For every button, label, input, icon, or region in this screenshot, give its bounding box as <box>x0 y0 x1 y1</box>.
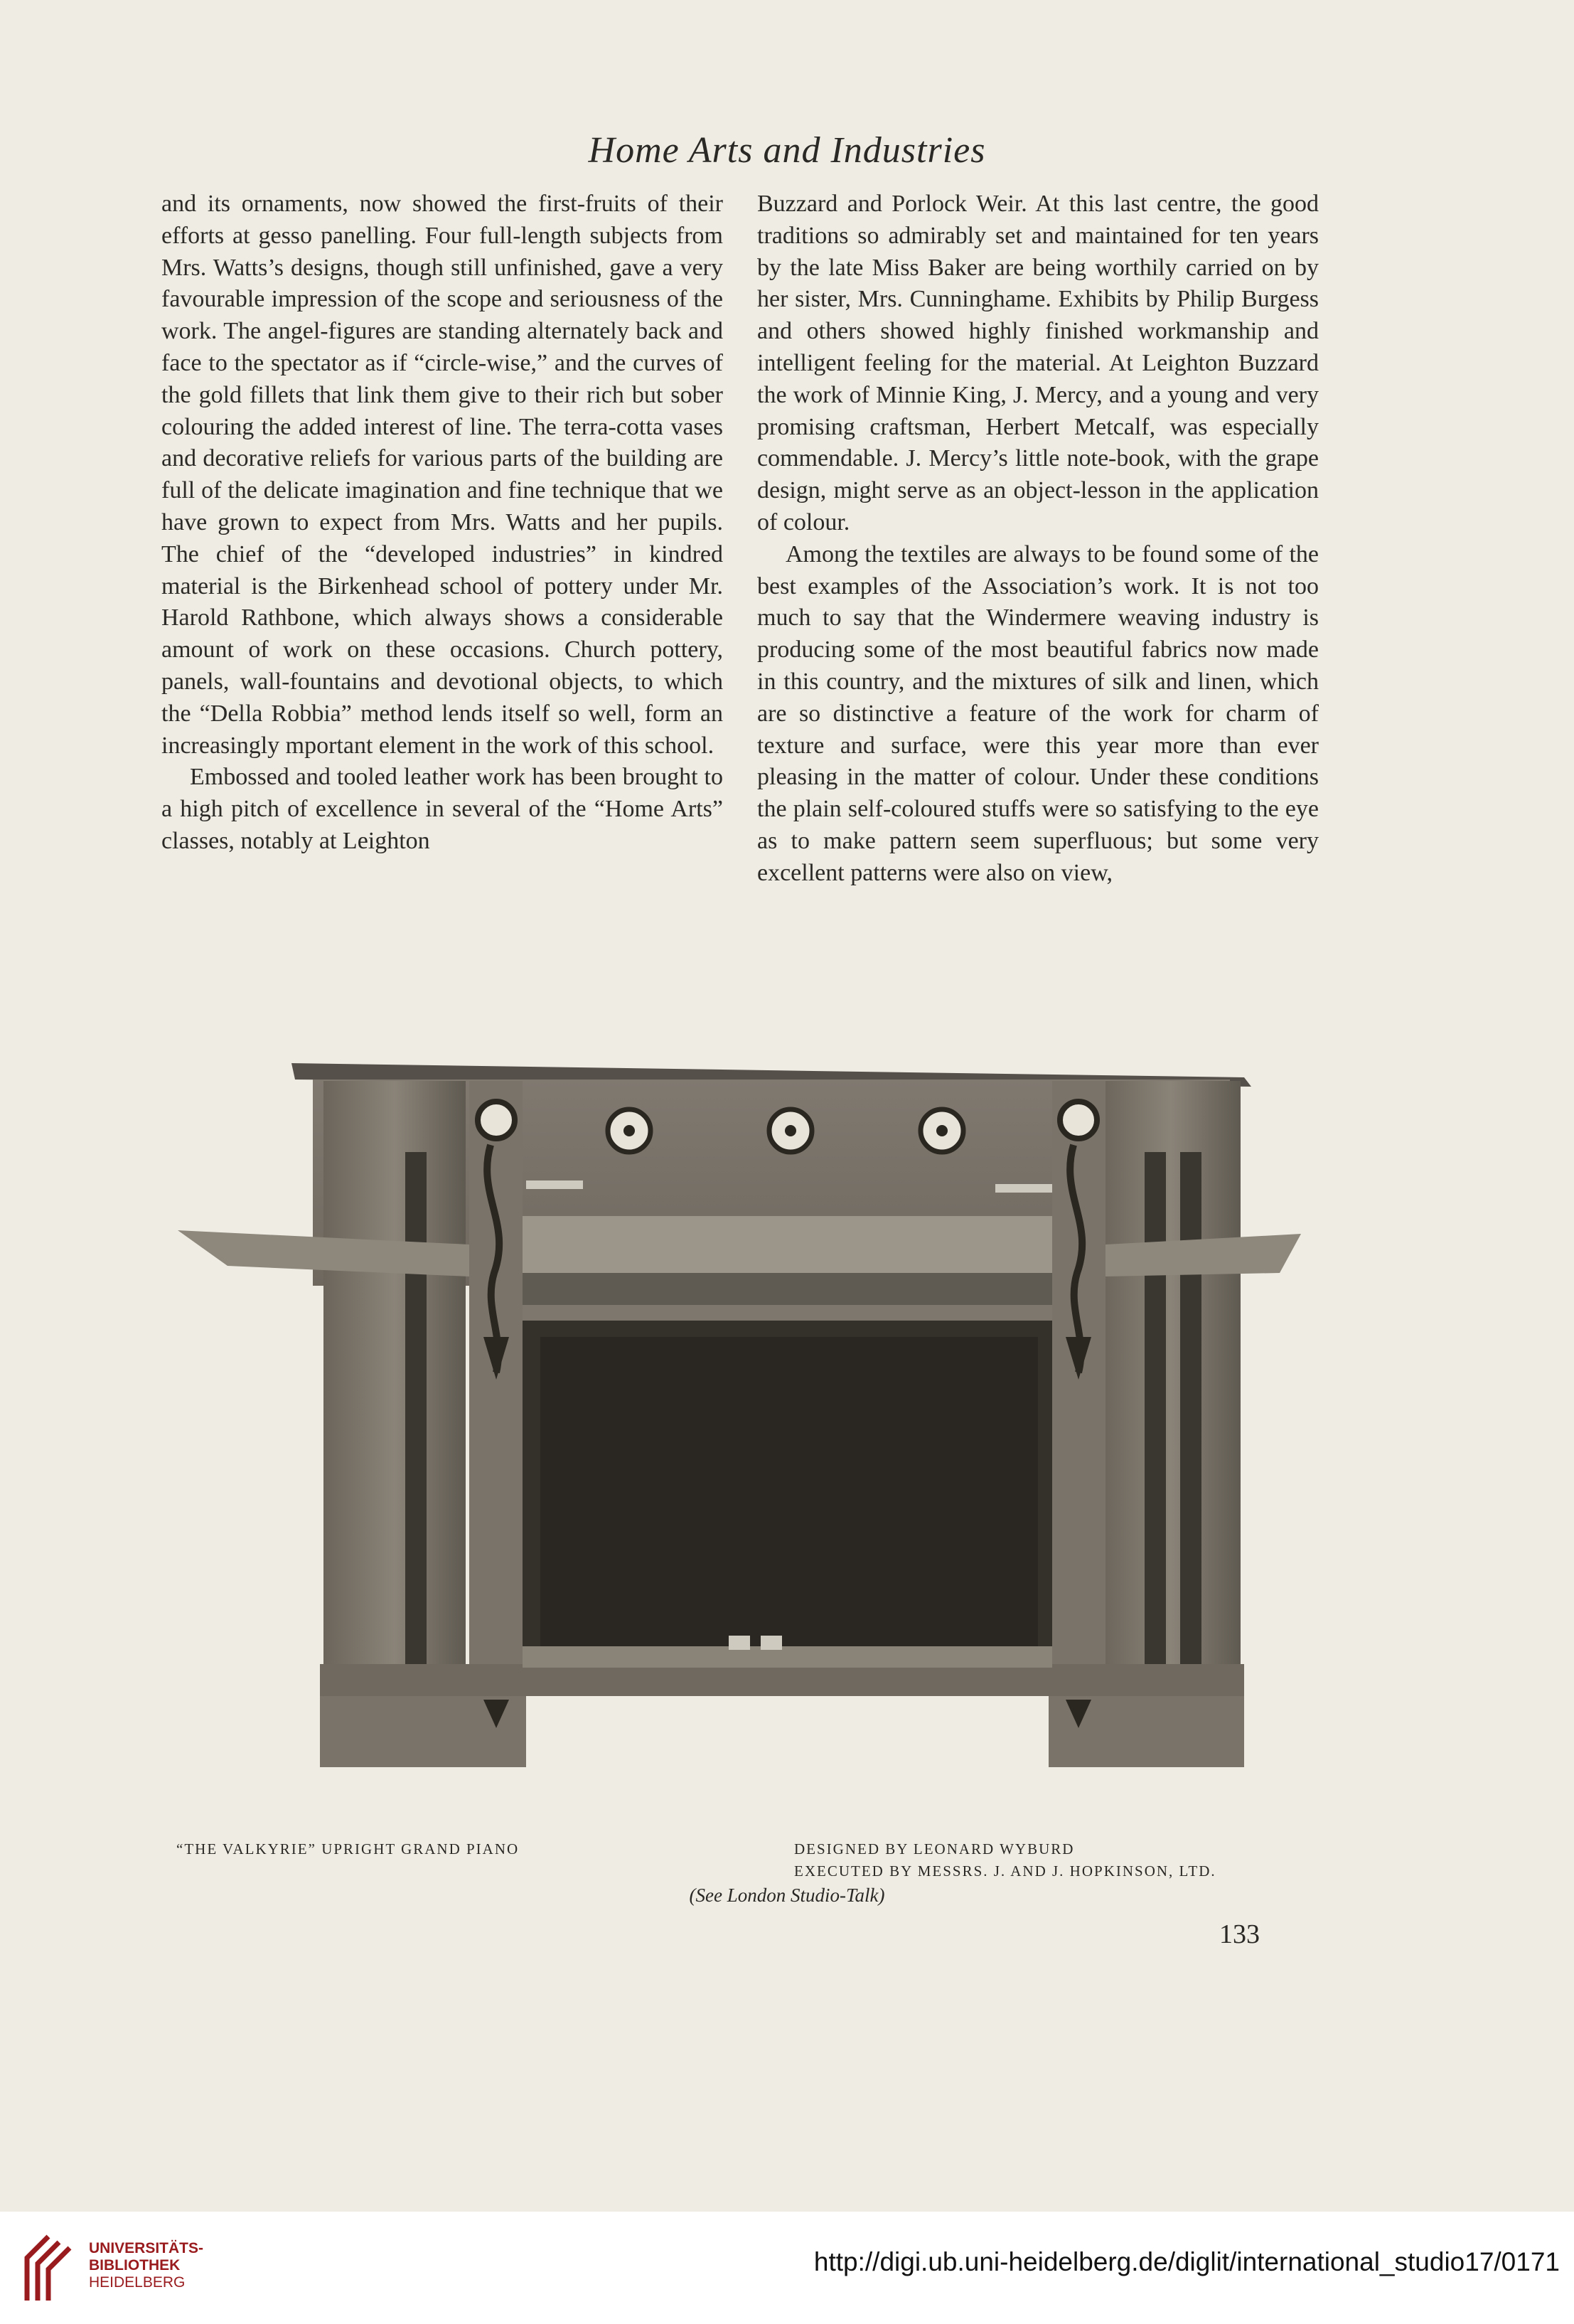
piano-illustration <box>171 1038 1308 1835</box>
caption-executor: EXECUTED BY MESSRS. J. AND J. HOPKINSON, LTD. <box>794 1862 1216 1880</box>
library-logo-icon <box>20 2229 77 2308</box>
paragraph: Embossed and tooled leather work has been brought to a high pitch of excellence in several of the “Home Arts” classes, notably at Leighton <box>161 764 723 854</box>
left-column <box>161 188 723 858</box>
library-footer <box>0 2212 1574 2324</box>
source-url-link[interactable]: http://digi.ub.uni-heidelberg.de/diglit/international_studio17/0171 <box>813 2247 1560 2276</box>
paragraph: Among the textiles are always to be found some of the best examples of the Association’s work. It is not too much to say that the Windermere weaving industry is producing some of the most beautiful fabrics now made in this country, and the mixtures of silk and linen, which are so distinctive a feature of the work for charm of texture and surface, were this year more than ever pleasing in the matter of colour. Under these conditions the plain self-coloured stuffs were so satisfying to the eye as to make pattern seem superfluous; but some very excellent patterns were also on view, <box>757 540 1319 886</box>
page-number: 133 <box>1219 1919 1260 1949</box>
caption-designer: DESIGNED BY LEONARD WYBURD <box>794 1840 1075 1857</box>
right-column <box>757 188 1319 890</box>
paragraph: Buzzard and Porlock Weir. At this last centre, the good traditions so admirably set and maintained for ten years by the late Miss Baker are being worthily carried on by her sister, Mrs. Cunninghame. Exhibits by Philip Burgess and others showed highly finished workmanship and intelligent feeling for the material. At Leighton Buzzard the work of Minnie King, J. Mercy, and a young and very promising craftsman, Herbert Metcalf, was especially commendable. J. Mercy’s little note-book, with the grape design, might serve as an object-lesson in the application of colour. <box>757 191 1319 535</box>
caption-title: “THE VALKYRIE” UPRIGHT GRAND PIANO <box>176 1840 520 1857</box>
library-name-line: BIBLIOTHEK <box>89 2257 181 2274</box>
library-name <box>89 2240 203 2291</box>
running-head: Home Arts and Industries <box>588 130 986 171</box>
paragraph: and its ornaments, now showed the first-fruits of their efforts at gesso panelling. Four full-length subjects from Mrs. Watts’s designs, though still unfinished, gave a very favourable impression of the scope and seriousness of the work. The angel-figures are standing alternately back and face to the spectator as if “circle-wise,” and the curves of the gold fillets that link them give to their rich but sober colouring the added interest of line. The terra-cotta vases and decorative reliefs for various parts of the building are full of the delicate imagination and fine technique that we have grown to expect from Mrs. Watts and her pupils. The chief of the “developed industries” in kindred material is the Birkenhead school of pottery under Mr. Harold Rathbone, which always shows a considerable amount of work on these occasions. Church pottery, panels, wall-fountains and devotional objects, to which the “Della Robbia” method lends itself so well, form an increasingly mportant element in the work of this school. <box>161 191 723 759</box>
library-name-line: HEIDELBERG <box>89 2274 186 2291</box>
caption-reference: (See London Studio-Talk) <box>689 1885 885 1906</box>
library-name-line: UNIVERSITÄTS- <box>89 2240 204 2256</box>
